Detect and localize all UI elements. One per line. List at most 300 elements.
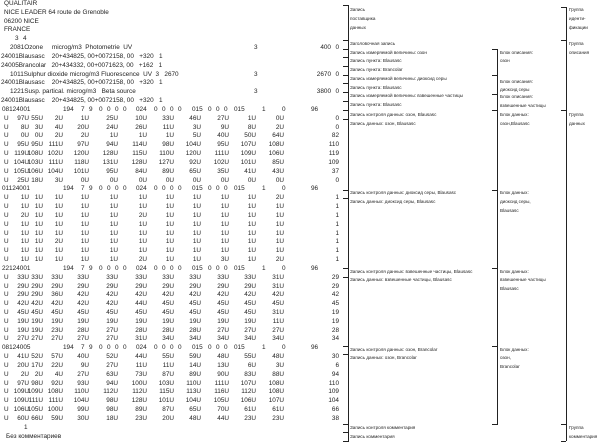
- data-cell: 33U: [217, 273, 229, 281]
- data-cell: 48U: [217, 353, 229, 361]
- data-cell: 110U: [74, 388, 89, 396]
- org-name: QUALITAIR: [4, 0, 38, 7]
- record-label: Запись данных: озон, Blausasc: [350, 120, 416, 126]
- control-field: 1: [262, 105, 266, 113]
- data-cell: 19U: [162, 317, 174, 325]
- org-city: 06200 NICE: [4, 17, 39, 25]
- control-field: 0: [178, 264, 182, 272]
- control-field: 0: [178, 185, 182, 193]
- data-cell: 111U: [214, 150, 229, 158]
- group-label: данных: [569, 120, 585, 126]
- data-cell: 1U: [165, 256, 174, 264]
- data-cell: 27U: [272, 326, 284, 334]
- control-field: 0: [107, 185, 111, 193]
- control-field: 7: [81, 185, 85, 193]
- data-cell: 19U: [51, 317, 63, 325]
- data-cell: 73U: [135, 370, 147, 378]
- record-label: Запись измеряемой величины: взвешенные частицы: [350, 92, 463, 98]
- data-cell: 33U: [51, 273, 63, 281]
- data-cell: 4U: [54, 370, 63, 378]
- control-field: 96: [311, 185, 319, 193]
- row-flag: U: [4, 361, 9, 369]
- data-cell: 27U: [77, 370, 89, 378]
- data-cell: 29U: [217, 282, 229, 290]
- data-cell: 95U: [106, 167, 118, 175]
- data-row: [0, 221, 345, 230]
- data-cell: 95U: [217, 141, 229, 149]
- data-cell: 25U: [106, 114, 118, 122]
- data-cell: 19U: [189, 317, 201, 325]
- group-label: Группа: [569, 40, 584, 46]
- data-row: [0, 194, 345, 203]
- data-cell: 28U: [189, 326, 201, 334]
- block-label: Blausasc: [500, 285, 519, 291]
- data-cell: 42U: [135, 291, 147, 299]
- data-cell: 114U: [132, 141, 147, 149]
- data-cell: 112U: [132, 388, 147, 396]
- data-row: [0, 291, 345, 300]
- data-cell: 97U: [17, 114, 29, 122]
- data-cell: 0U: [275, 176, 284, 184]
- data-cell: 1U: [275, 229, 284, 237]
- data-cell: 1U: [247, 229, 256, 237]
- data-cell: 1U: [109, 247, 118, 255]
- data-cell: 1U: [34, 256, 43, 264]
- data-cell: 55U: [162, 353, 174, 361]
- control-field: 0: [282, 105, 286, 113]
- data-cell: 19U: [106, 317, 118, 325]
- data-cell: 90U: [217, 370, 229, 378]
- record-bracket-tick: [343, 354, 348, 355]
- data-cell: 27U: [51, 335, 63, 343]
- data-cell: 1U: [192, 229, 201, 237]
- row-flag: U: [4, 114, 9, 122]
- control-field: 7: [81, 105, 85, 113]
- data-row: [0, 115, 345, 124]
- control-field: 96: [311, 105, 319, 113]
- data-cell: 61U: [244, 406, 256, 414]
- data-cell: 20U: [162, 414, 174, 422]
- data-row: [0, 318, 345, 327]
- control-field: 0: [123, 264, 127, 272]
- data-cell: 1U: [275, 211, 284, 219]
- data-cell: 1U: [54, 211, 63, 219]
- data-cell: 1U: [80, 194, 89, 202]
- record-label: Запись пункта: Brancolar: [350, 66, 403, 72]
- data-cell: 29U: [31, 291, 43, 299]
- data-cell: 33U: [244, 273, 256, 281]
- data-cell: 104U: [13, 158, 29, 166]
- data-cell: 46U: [189, 114, 201, 122]
- data-row: [0, 124, 345, 133]
- record-bracket-tick: [343, 198, 348, 199]
- control-field: 0: [224, 185, 228, 193]
- data-cell: 45U: [135, 308, 147, 316]
- data-cell: 2U: [275, 123, 284, 131]
- record-label: Запись данных: диоксид серы, Blausasc: [350, 198, 436, 204]
- data-cell: 109U: [27, 388, 43, 396]
- record-count: 3: [254, 44, 258, 52]
- data-cell: 104U: [73, 397, 89, 405]
- data-cell: 109: [328, 158, 339, 166]
- data-cell: 26U: [135, 123, 147, 131]
- data-cell: 2U: [138, 256, 147, 264]
- group-bracket-tick: [561, 441, 566, 442]
- data-cell: 1U: [34, 194, 43, 202]
- data-cell: 100U: [131, 379, 147, 387]
- block-label: Brancolar: [500, 363, 520, 369]
- data-cell: 3U: [220, 256, 229, 264]
- row-flag: U: [4, 291, 9, 299]
- record-count: 3: [254, 88, 258, 96]
- data-cell: 101U: [240, 158, 256, 166]
- record-bracket-tick: [343, 66, 348, 67]
- block-id: 01124001: [2, 185, 30, 193]
- data-cell: 0U: [34, 132, 43, 140]
- data-cell: 101U: [158, 397, 174, 405]
- data-cell: 1U: [109, 194, 118, 202]
- record-label: Запись данных: озон, Brancolar: [350, 354, 417, 360]
- data-row: [0, 380, 345, 389]
- data-cell: 1U: [192, 211, 201, 219]
- data-cell: 111U: [28, 397, 43, 405]
- block-bracket-tick: [492, 346, 497, 347]
- control-field: 1: [262, 185, 266, 193]
- data-cell: 108U: [268, 141, 284, 149]
- record-text: 1011Sulphur dioxide microg/m3 Fluorescence UV 3 2670: [10, 70, 179, 78]
- data-cell: 70U: [217, 406, 229, 414]
- data-cell: 45U: [244, 300, 256, 308]
- control-field: 0: [170, 344, 174, 352]
- control-field: 9: [89, 264, 93, 272]
- data-cell: 2U: [34, 370, 43, 378]
- control-field: 9: [89, 185, 93, 193]
- data-cell: 27U: [217, 114, 229, 122]
- data-cell: 31U: [272, 308, 284, 316]
- control-field: 96: [311, 264, 319, 272]
- data-cell: 1U: [165, 132, 174, 140]
- data-cell: 27U: [106, 361, 118, 369]
- data-cell: 1U: [80, 247, 89, 255]
- data-cell: 1U: [54, 247, 63, 255]
- data-cell: 107U: [240, 141, 256, 149]
- control-field: 0: [154, 185, 158, 193]
- data-cell: 38: [331, 414, 339, 422]
- data-cell: 19U: [17, 326, 29, 334]
- data-cell: 28U: [77, 326, 89, 334]
- data-row: [0, 397, 345, 406]
- row-flag: U: [4, 158, 9, 166]
- control-field: 0: [216, 264, 220, 272]
- data-cell: 44U: [217, 414, 229, 422]
- record-bracket-line: [348, 5, 349, 442]
- control-field: 0: [216, 344, 220, 352]
- data-cell: 11U: [135, 361, 147, 369]
- data-cell: 1U: [275, 203, 284, 211]
- data-cell: 1U: [275, 238, 284, 246]
- data-cell: 42U: [244, 291, 256, 299]
- data-cell: 104: [328, 397, 339, 405]
- data-cell: 55U: [31, 114, 43, 122]
- data-cell: 1U: [165, 238, 174, 246]
- data-cell: 1U: [220, 211, 229, 219]
- data-cell: 115U: [132, 150, 147, 158]
- data-cell: 1U: [20, 203, 29, 211]
- record-label: поставщика: [350, 15, 376, 21]
- data-cell: 50U: [244, 132, 256, 140]
- data-cell: 2U: [138, 211, 147, 219]
- row-flag: U: [4, 176, 9, 184]
- data-cell: 1: [335, 247, 339, 255]
- control-field: 024: [136, 264, 147, 272]
- data-cell: 45U: [244, 308, 256, 316]
- data-cell: 33U: [162, 273, 174, 281]
- data-cell: 1U: [34, 238, 43, 246]
- data-row: [0, 247, 345, 256]
- data-cell: 1U: [220, 194, 229, 202]
- data-cell: 106U: [240, 397, 256, 405]
- data-cell: 0U: [109, 176, 118, 184]
- data-cell: 11U: [162, 361, 174, 369]
- data-row: [0, 274, 345, 283]
- data-cell: 30: [331, 353, 339, 361]
- data-cell: 1U: [80, 114, 89, 122]
- control-field: 9: [89, 105, 93, 113]
- data-cell: 85U: [272, 158, 284, 166]
- data-cell: 109U: [13, 388, 29, 396]
- data-cell: 29U: [135, 282, 147, 290]
- data-cell: 31U: [272, 273, 284, 281]
- data-row: [0, 230, 345, 239]
- data-cell: 44U: [135, 300, 147, 308]
- data-cell: 92U: [189, 158, 201, 166]
- data-cell: 19U: [244, 317, 256, 325]
- record-bracket-tick: [343, 346, 348, 347]
- data-cell: 60U: [17, 414, 29, 422]
- record-label: данных: [350, 24, 366, 30]
- data-cell: 29: [331, 282, 339, 290]
- data-cell: 1U: [54, 220, 63, 228]
- data-cell: 1U: [80, 211, 89, 219]
- data-row: [0, 141, 345, 150]
- data-cell: 19U: [31, 326, 43, 334]
- block-label: взвешенные частицы: [500, 276, 546, 282]
- data-cell: 109U: [13, 397, 29, 405]
- control-field: 0: [170, 264, 174, 272]
- data-cell: 1U: [34, 229, 43, 237]
- data-cell: 1U: [192, 247, 201, 255]
- record-text: 24001Blausasc 20+434825, 00+0072158, 00 +320 1: [1, 79, 163, 87]
- data-cell: 59U: [51, 414, 63, 422]
- record-label: Запись контроля данных: озон, Brancolar: [350, 346, 438, 352]
- data-cell: 1U: [138, 132, 147, 140]
- row-flag: U: [4, 326, 9, 334]
- record-label: Запись контроля данных: взвешенные частицы, Blausasc: [350, 268, 473, 274]
- data-cell: 1: [335, 220, 339, 228]
- data-cell: 42U: [51, 300, 63, 308]
- data-cell: 1: [335, 211, 339, 219]
- data-cell: 1: [335, 229, 339, 237]
- data-cell: 0U: [220, 176, 229, 184]
- control-field: 194: [63, 105, 74, 113]
- data-cell: 104U: [185, 141, 201, 149]
- data-cell: 45U: [17, 308, 29, 316]
- data-cell: 109: [328, 388, 339, 396]
- control-field: 0: [162, 105, 166, 113]
- record-bracket-tick: [343, 268, 348, 269]
- block-id: 08124001: [2, 105, 31, 113]
- data-cell: 42U: [77, 300, 89, 308]
- data-cell: 29U: [162, 282, 174, 290]
- data-cell: 44U: [135, 353, 147, 361]
- data-cell: 100U: [47, 406, 63, 414]
- data-cell: 1U: [109, 203, 118, 211]
- data-cell: 45U: [77, 308, 89, 316]
- data-cell: 27U: [106, 326, 118, 334]
- data-cell: 106U: [27, 167, 43, 175]
- row-flag: U: [4, 167, 9, 175]
- data-row: [0, 238, 345, 247]
- row-flag: U: [4, 335, 9, 343]
- data-cell: 19: [331, 308, 339, 316]
- data-cell: 83U: [244, 370, 256, 378]
- row-flag: U: [4, 220, 9, 228]
- data-cell: 1: [335, 256, 339, 264]
- group-bracket-tick: [561, 424, 566, 425]
- data-cell: 27U: [77, 335, 89, 343]
- data-cell: 98U: [162, 141, 174, 149]
- data-cell: 1U: [165, 247, 174, 255]
- row-flag: U: [4, 282, 9, 290]
- data-cell: 52U: [106, 353, 118, 361]
- data-cell: 4U: [54, 123, 63, 131]
- data-cell: 111U: [48, 397, 63, 405]
- control-field: 015: [192, 344, 203, 352]
- data-cell: 104U: [185, 397, 201, 405]
- data-cell: 1U: [34, 220, 43, 228]
- data-cell: 113U: [186, 388, 201, 396]
- control-field: 015: [234, 105, 245, 113]
- block-bracket-tick: [492, 190, 497, 191]
- block-bracket-tick: [492, 49, 497, 50]
- block-label: Блок описания:: [500, 49, 533, 55]
- data-cell: 1U: [34, 247, 43, 255]
- data-cell: 3U: [34, 123, 43, 131]
- control-field: 0: [282, 344, 286, 352]
- block-label: Блок данных:: [500, 111, 529, 117]
- data-cell: 42: [331, 291, 339, 299]
- control-field: 0: [123, 185, 127, 193]
- control-field: 7: [81, 344, 85, 352]
- control-field: 0: [99, 105, 103, 113]
- record-bracket-tick: [343, 277, 348, 278]
- group-label: описания: [569, 49, 590, 55]
- data-cell: 45U: [31, 308, 43, 316]
- block-label: Блок данных:: [500, 346, 529, 352]
- data-cell: 57U: [51, 353, 63, 361]
- data-cell: 87U: [162, 406, 174, 414]
- data-row: [0, 388, 345, 397]
- block-label: Блок данных:: [500, 268, 529, 274]
- control-field: 7: [81, 264, 85, 272]
- control-field: 0: [154, 344, 158, 352]
- data-cell: 0: [335, 123, 339, 131]
- data-cell: 0U: [20, 132, 29, 140]
- data-cell: 98U: [106, 406, 118, 414]
- data-cell: 45U: [106, 308, 118, 316]
- data-cell: 3U: [192, 123, 201, 131]
- description-record: [0, 62, 345, 71]
- data-cell: 98U: [106, 397, 118, 405]
- group-label: Группа: [569, 424, 584, 430]
- row-flag: U: [4, 317, 9, 325]
- record-bracket-tick: [343, 424, 348, 425]
- control-field: 194: [63, 185, 74, 193]
- record-bracket-tick: [343, 119, 348, 120]
- data-cell: 1U: [247, 238, 256, 246]
- control-field: 015: [192, 185, 203, 193]
- data-cell: 1: [335, 194, 339, 202]
- record-text: 2081Ozone microg/m3 Photometrie UV: [10, 44, 133, 52]
- row-flag: U: [4, 406, 9, 414]
- row-flag: U: [4, 388, 9, 396]
- data-cell: 43U: [272, 167, 284, 175]
- data-cell: 31U: [135, 335, 147, 343]
- data-cell: 93U: [77, 379, 89, 387]
- data-cell: 42U: [31, 300, 43, 308]
- data-cell: 34U: [162, 335, 174, 343]
- control-field: 0: [123, 344, 127, 352]
- record-text: 24001Blausasc 20+434825, 00+0072158, 00 +320 1: [1, 97, 163, 105]
- data-cell: 27U: [106, 335, 118, 343]
- data-cell: 40U: [77, 353, 89, 361]
- data-cell: 2U: [275, 194, 284, 202]
- data-cell: 94: [331, 370, 339, 378]
- data-cell: 82: [331, 132, 339, 140]
- data-cell: 41U: [17, 353, 29, 361]
- control-field: 015: [234, 264, 245, 272]
- row-flag: U: [4, 150, 9, 158]
- data-cell: 29U: [17, 291, 29, 299]
- data-cell: 1U: [165, 229, 174, 237]
- record-label: Запись измеряемой величины: озон: [350, 49, 427, 55]
- data-cell: 29U: [31, 282, 43, 290]
- data-cell: 1U: [20, 256, 29, 264]
- data-cell: 1U: [192, 203, 201, 211]
- data-row: [0, 362, 345, 371]
- control-field: 0: [208, 344, 212, 352]
- row-flag: U: [4, 308, 9, 316]
- block-label: озон,: [500, 354, 511, 360]
- data-cell: 45U: [189, 308, 201, 316]
- data-cell: 42U: [272, 291, 284, 299]
- data-cell: 1U: [54, 194, 63, 202]
- data-cell: 23U: [272, 414, 284, 422]
- record-label: Запись пункта: Blausasc: [350, 101, 402, 107]
- data-row: [0, 309, 345, 318]
- data-cell: 8U: [20, 123, 29, 131]
- record-flag: 0: [335, 44, 339, 52]
- data-cell: 17U: [31, 361, 43, 369]
- data-cell: 66U: [31, 414, 43, 422]
- data-cell: 115U: [159, 388, 174, 396]
- count-1: 3: [15, 35, 19, 43]
- data-cell: 19U: [135, 317, 147, 325]
- data-cell: 97U: [17, 379, 29, 387]
- data-cell: 2U: [20, 370, 29, 378]
- data-cell: 118U: [74, 158, 89, 166]
- record-value: 400: [320, 44, 331, 52]
